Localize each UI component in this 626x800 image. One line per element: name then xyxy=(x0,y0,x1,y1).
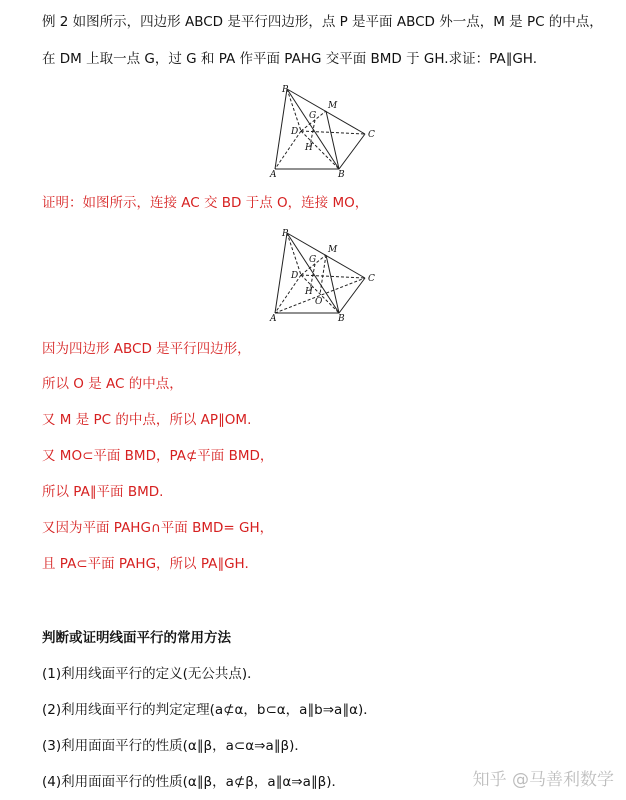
figure-2-label-P: P xyxy=(282,229,289,239)
proof-step: 所以 PA∥平面 BMD. xyxy=(42,484,164,500)
proof-step: 所以 O 是 AC 的中点， xyxy=(42,376,183,392)
figure-2-label-B: B xyxy=(338,314,345,324)
method-item: (1)利用线面平行的定义(无公共点)． xyxy=(42,666,261,682)
methods-heading: 判断或证明线面平行的常用方法 xyxy=(42,630,231,646)
figure-1-label-H: H xyxy=(305,143,313,153)
figure-1-label-G: G xyxy=(309,111,317,121)
pyramid-figure-1 xyxy=(265,84,385,180)
proof-step: 又 M 是 PC 的中点，所以 AP∥OM. xyxy=(42,412,252,428)
figure-2-label-M: M xyxy=(328,245,338,255)
figure-2-label-C: C xyxy=(368,274,375,284)
figure-2-label-O: O xyxy=(315,297,323,307)
figure-2-label-G: G xyxy=(309,255,317,265)
method-item: (4)利用面面平行的性质(α∥β，a⊄β，a∥α⇒a∥β)． xyxy=(42,774,345,790)
figure-2-label-D: D xyxy=(291,271,299,281)
figure-1-label-D: D xyxy=(291,127,299,137)
figure-1-label-P: P xyxy=(282,85,289,95)
problem-line-1: 例 2 如图所示，四边形 ABCD 是平行四边形，点 P 是平面 ABCD 外一点，M 是 PC 的中点， xyxy=(42,14,603,30)
method-item: (2)利用线面平行的判定定理(a⊄α，b⊂α，a∥b⇒a∥α)． xyxy=(42,702,377,718)
problem-line-2: 在 DM 上取一点 G，过 G 和 PA 作平面 PAHG 交平面 BMD 于 GH.求证：PA∥GH. xyxy=(42,51,537,67)
pyramid-figure-2 xyxy=(265,228,385,324)
figure-1-label-C: C xyxy=(368,130,375,140)
proof-step: 因为四边形 ABCD 是平行四边形， xyxy=(42,341,251,357)
watermark: 知乎 @马善利数学 xyxy=(472,770,614,790)
figure-1-label-B: B xyxy=(338,170,345,180)
figure-1-label-A: A xyxy=(270,170,277,180)
figure-1-lines xyxy=(275,89,365,169)
proof-step: 又因为平面 PAHG∩平面 BMD= GH， xyxy=(42,520,274,536)
figure-2-label-H: H xyxy=(305,287,313,297)
proof-step: 且 PA⊂平面 PAHG，所以 PA∥GH. xyxy=(42,556,249,572)
figure-1-label-M: M xyxy=(328,101,338,111)
method-item: (3)利用面面平行的性质(α∥β，a⊂α⇒a∥β)． xyxy=(42,738,308,754)
proof-intro: 证明：如图所示，连接 AC 交 BD 于点 O，连接 MO， xyxy=(42,195,369,211)
proof-step: 又 MO⊂平面 BMD，PA⊄平面 BMD， xyxy=(42,448,274,464)
figure-2-label-A: A xyxy=(270,314,277,324)
